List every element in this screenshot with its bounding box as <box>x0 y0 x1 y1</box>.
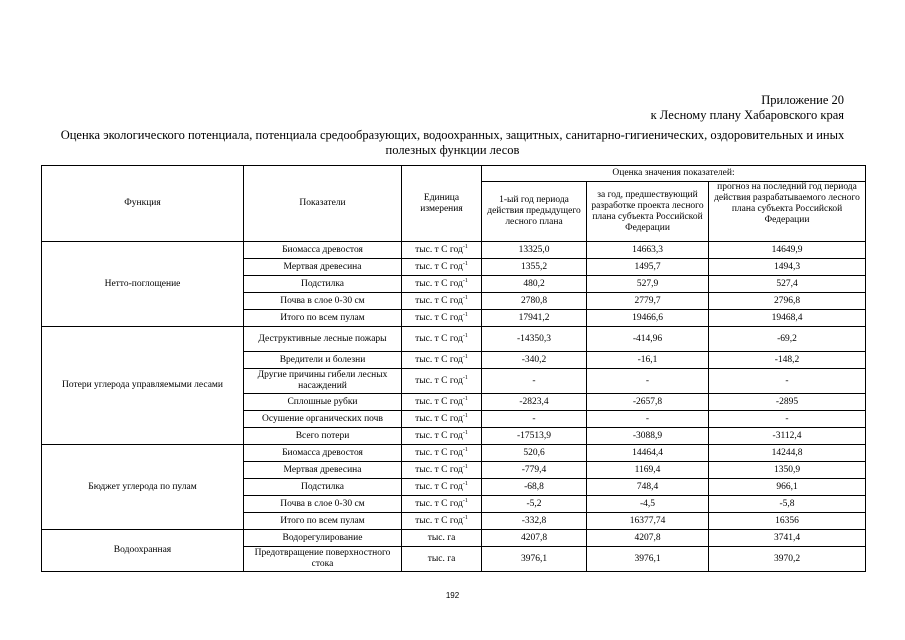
value-cell-2: - <box>587 369 709 394</box>
header-col1: 1-ый год периода действия предыдущего лесного плана <box>482 182 587 242</box>
unit-cell <box>402 530 482 547</box>
unit-text: тыс. т С год <box>415 244 463 255</box>
unit-cell <box>402 394 482 411</box>
value-cell-3: -69,2 <box>709 327 866 352</box>
unit-exponent: -1 <box>462 446 468 453</box>
indicator-cell: Мертвая древесина <box>244 462 402 479</box>
unit-cell <box>402 445 482 462</box>
value-cell-2: 748,4 <box>587 479 709 496</box>
value-cell-2: 3976,1 <box>587 547 709 572</box>
value-cell-2: 19466,6 <box>587 310 709 327</box>
value-cell-1: 480,2 <box>482 276 587 293</box>
table-body <box>42 242 866 572</box>
value-cell-2: -414,96 <box>587 327 709 352</box>
function-cell: Бюджет углерода по пулам <box>42 445 244 530</box>
table-row <box>42 530 866 547</box>
unit-cell <box>402 513 482 530</box>
appendix-heading <box>651 93 844 123</box>
unit-text: тыс. т С год <box>415 295 463 306</box>
indicator-cell: Осушение органических почв <box>244 411 402 428</box>
value-cell-1: 3976,1 <box>482 547 587 572</box>
unit-cell <box>402 293 482 310</box>
value-cell-2: 4207,8 <box>587 530 709 547</box>
indicator-cell: Подстилка <box>244 276 402 293</box>
unit-text: тыс. т С год <box>415 396 463 407</box>
function-cell: Водоохранная <box>42 530 244 572</box>
value-cell-2: 14464,4 <box>587 445 709 462</box>
unit-exponent: -1 <box>462 332 468 339</box>
unit-text: тыс. т С год <box>415 481 463 492</box>
unit-cell <box>402 352 482 369</box>
value-cell-1: -14350,3 <box>482 327 587 352</box>
header-function: Функция <box>42 166 244 242</box>
unit-exponent: -1 <box>462 429 468 436</box>
unit-text: тыс. т С год <box>415 498 463 509</box>
value-cell-2: 14663,3 <box>587 242 709 259</box>
indicator-cell: Другие причины гибели лесных насаждений <box>244 369 402 394</box>
indicator-cell: Итого по всем пулам <box>244 513 402 530</box>
unit-exponent: -1 <box>462 374 468 381</box>
value-cell-3: 3741,4 <box>709 530 866 547</box>
unit-exponent: -1 <box>462 277 468 284</box>
function-cell: Нетто-поглощение <box>42 242 244 327</box>
value-cell-2: 527,9 <box>587 276 709 293</box>
value-cell-3: -3112,4 <box>709 428 866 445</box>
unit-text: тыс. га <box>427 532 456 543</box>
indicator-cell: Почва в слое 0-30 см <box>244 293 402 310</box>
value-cell-1: 520,6 <box>482 445 587 462</box>
value-cell-1: -332,8 <box>482 513 587 530</box>
value-cell-1: - <box>482 369 587 394</box>
unit-exponent: -1 <box>462 260 468 267</box>
indicator-cell: Вредители и болезни <box>244 352 402 369</box>
unit-cell <box>402 411 482 428</box>
indicator-cell: Водорегулирование <box>244 530 402 547</box>
unit-exponent: -1 <box>462 294 468 301</box>
appendix-number: Приложение 20 <box>761 93 844 107</box>
unit-cell <box>402 276 482 293</box>
document-title: Оценка экологического потенциала, потенциала средообразующих, водоохранных, защитных, санитарно-гигиенических, оздоровительных и иных полезных функции лесов <box>60 128 845 157</box>
value-cell-3: - <box>709 411 866 428</box>
unit-text: тыс. т С год <box>415 278 463 289</box>
page-number: 192 <box>445 591 460 600</box>
unit-cell <box>402 496 482 513</box>
value-cell-3: -5,8 <box>709 496 866 513</box>
indicator-cell: Сплошные рубки <box>244 394 402 411</box>
indicators-table <box>41 165 866 572</box>
value-cell-2: 2779,7 <box>587 293 709 310</box>
value-cell-1: 1355,2 <box>482 259 587 276</box>
unit-text: тыс. т С год <box>415 515 463 526</box>
unit-exponent: -1 <box>462 497 468 504</box>
unit-cell <box>402 242 482 259</box>
unit-text: тыс. т С год <box>415 464 463 475</box>
unit-exponent: -1 <box>462 243 468 250</box>
unit-text: тыс. т С год <box>415 375 463 386</box>
indicator-cell: Деструктивные лесные пожары <box>244 327 402 352</box>
indicator-cell: Почва в слое 0-30 см <box>244 496 402 513</box>
unit-cell <box>402 369 482 394</box>
value-cell-1: -68,8 <box>482 479 587 496</box>
table-row <box>42 445 866 462</box>
value-cell-3: -148,2 <box>709 352 866 369</box>
value-cell-3: 16356 <box>709 513 866 530</box>
value-cell-2: -3088,9 <box>587 428 709 445</box>
appendix-reference: к Лесному плану Хабаровского края <box>650 108 844 122</box>
unit-cell <box>402 310 482 327</box>
value-cell-1: 17941,2 <box>482 310 587 327</box>
unit-cell <box>402 259 482 276</box>
header-unit: Единица измерения <box>402 166 482 242</box>
unit-exponent: -1 <box>462 463 468 470</box>
unit-text: тыс. т С год <box>415 354 463 365</box>
value-cell-1: 13325,0 <box>482 242 587 259</box>
unit-text: тыс. т С год <box>415 312 463 323</box>
value-cell-2: 16377,74 <box>587 513 709 530</box>
unit-text: тыс. га <box>427 553 456 564</box>
unit-text: тыс. т С год <box>415 261 463 272</box>
header-indicators: Показатели <box>244 166 402 242</box>
unit-exponent: -1 <box>462 311 468 318</box>
unit-exponent: -1 <box>462 395 468 402</box>
value-cell-3: - <box>709 369 866 394</box>
unit-text: тыс. т С год <box>415 447 463 458</box>
value-cell-2: - <box>587 411 709 428</box>
value-cell-2: 1169,4 <box>587 462 709 479</box>
table-row <box>42 327 866 352</box>
unit-cell <box>402 547 482 572</box>
value-cell-1: - <box>482 411 587 428</box>
value-cell-3: 1494,3 <box>709 259 866 276</box>
value-cell-1: 4207,8 <box>482 530 587 547</box>
value-cell-1: -5,2 <box>482 496 587 513</box>
table-row <box>42 242 866 259</box>
value-cell-3: 3970,2 <box>709 547 866 572</box>
value-cell-3: 527,4 <box>709 276 866 293</box>
value-cell-2: -16,1 <box>587 352 709 369</box>
value-cell-3: 14244,8 <box>709 445 866 462</box>
unit-text: тыс. т С год <box>415 430 463 441</box>
unit-exponent: -1 <box>462 353 468 360</box>
unit-cell <box>402 428 482 445</box>
value-cell-3: 1350,9 <box>709 462 866 479</box>
value-cell-2: 1495,7 <box>587 259 709 276</box>
unit-exponent: -1 <box>462 514 468 521</box>
indicator-cell: Всего потери <box>244 428 402 445</box>
value-cell-1: -17513,9 <box>482 428 587 445</box>
indicator-cell: Итого по всем пулам <box>244 310 402 327</box>
indicator-cell: Подстилка <box>244 479 402 496</box>
value-cell-1: -779,4 <box>482 462 587 479</box>
value-cell-1: -2823,4 <box>482 394 587 411</box>
indicator-cell: Мертвая древесина <box>244 259 402 276</box>
value-cell-1: 2780,8 <box>482 293 587 310</box>
indicator-cell: Биомасса древостоя <box>244 445 402 462</box>
value-cell-2: -2657,8 <box>587 394 709 411</box>
unit-cell <box>402 479 482 496</box>
unit-exponent: -1 <box>462 480 468 487</box>
unit-exponent: -1 <box>462 412 468 419</box>
value-cell-2: -4,5 <box>587 496 709 513</box>
unit-cell <box>402 327 482 352</box>
function-cell: Потери углерода управляемыми лесами <box>42 327 244 445</box>
indicator-cell: Предотвращение поверхностного стока <box>244 547 402 572</box>
indicator-cell: Биомасса древостоя <box>244 242 402 259</box>
unit-text: тыс. т С год <box>415 333 463 344</box>
value-cell-1: -340,2 <box>482 352 587 369</box>
header-col3: прогноз на последний год периода действия разрабатываемого лесного плана субъекта Российской Федерации <box>709 182 866 242</box>
value-cell-3: -2895 <box>709 394 866 411</box>
value-cell-3: 2796,8 <box>709 293 866 310</box>
value-cell-3: 19468,4 <box>709 310 866 327</box>
header-evaluation: Оценка значения показателей: <box>482 166 866 182</box>
unit-text: тыс. т С год <box>415 413 463 424</box>
unit-cell <box>402 462 482 479</box>
value-cell-3: 966,1 <box>709 479 866 496</box>
header-col2: за год, предшествующий разработке проекта лесного плана субъекта Российской Федерации <box>587 182 709 242</box>
value-cell-3: 14649,9 <box>709 242 866 259</box>
